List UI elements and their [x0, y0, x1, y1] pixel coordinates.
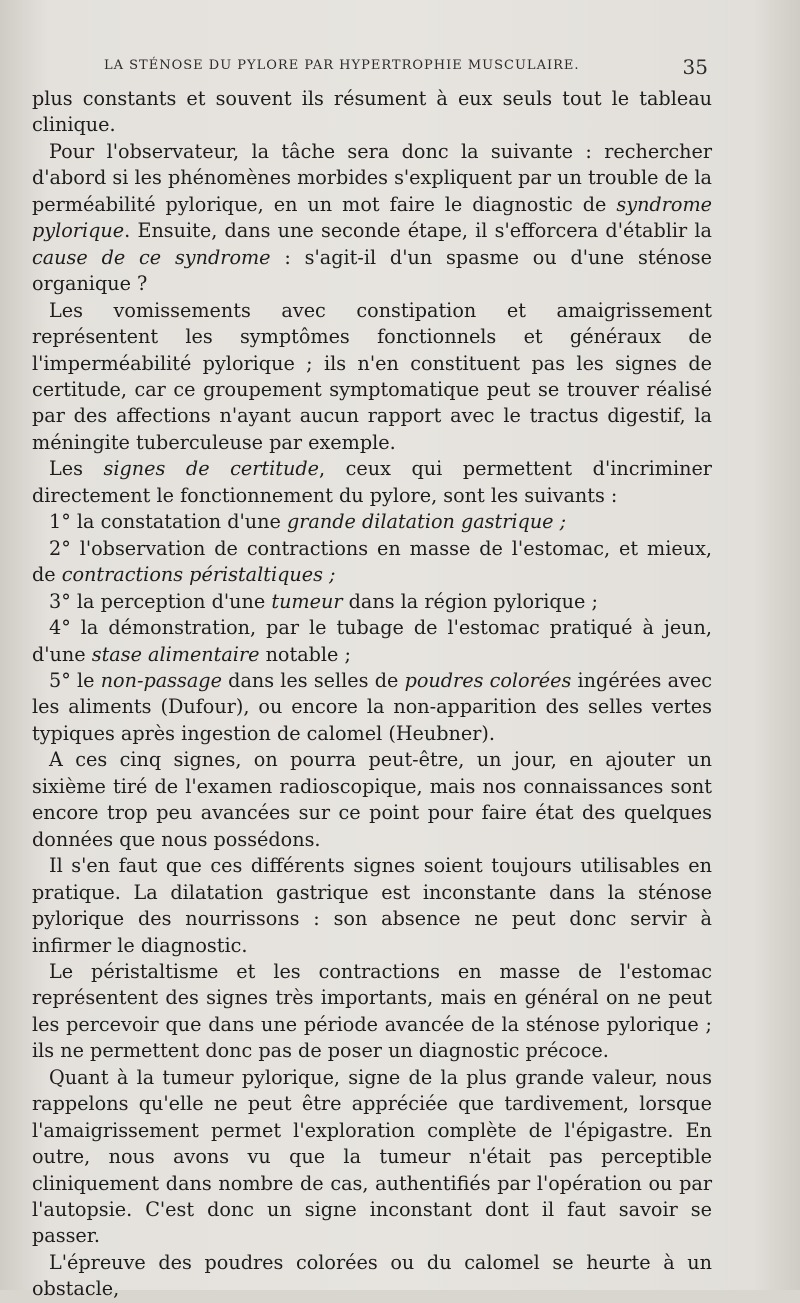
paragraph	[32, 1065, 712, 1250]
italic-text: contractions péristaltiques ;	[61, 563, 336, 587]
text-run: notable ;	[259, 642, 351, 666]
text-run: ingérées avec les aliments (Dufour), ou encore la non-apparition des selles vertes typiques après ingestion de calomel (Heubner).	[32, 668, 712, 745]
running-header	[104, 55, 708, 80]
paragraph	[32, 747, 712, 853]
italic-text: grande dilatation gastrique ;	[286, 510, 567, 534]
paragraph	[32, 509, 712, 535]
paragraph	[32, 86, 712, 139]
italic-text: non-passage	[100, 668, 222, 692]
text-run: L'épreuve des poudres colorées ou du calomel se heurte à un obstacle,	[32, 1250, 712, 1301]
text-run: , ceux qui permettent d'incriminer directement le fonctionnement du pylore, sont les suivants :	[32, 457, 712, 507]
text-run: dans la région pylorique ;	[342, 589, 598, 613]
text-run: Les vomissements avec constipation et amaigrissement représentent les symptômes fonctionnels et généraux de l'imperméabilité pylorique ; ils n'en constituent pas les signes de certitude, car ce groupement symptomatique peut se trouver réalisé par des affections n'ayant aucun rapport avec le tractus digestif, la méningite tuberculeuse par exemple.	[32, 298, 712, 454]
paragraph	[32, 853, 712, 959]
text-run: . Ensuite, dans une seconde étape, il s'efforcera d'établir la	[124, 219, 712, 243]
text-run: 4° la démonstration, par le tubage de l'estomac pratiqué à jeun, d'une	[32, 616, 712, 666]
italic-text: stase alimentaire	[91, 642, 260, 666]
paragraph	[32, 668, 712, 747]
paragraph	[32, 298, 712, 457]
paragraph	[32, 456, 712, 509]
paragraph	[32, 139, 712, 298]
text-run: Quant à la tumeur pylorique, signe de la plus grande valeur, nous rappelons qu'elle ne peut être appréciée que tardivement, lorsque l'amaigrissement permet l'exploration complète de l'épigastre. En outre, nous avons vu que la tumeur n'était pas perceptible cliniquement dans nombre de cas, authentifiés par l'opération ou par l'autopsie. C'est donc un signe inconstant dont il faut savoir se passer.	[32, 1065, 712, 1248]
paragraph	[32, 615, 712, 668]
paragraph	[32, 589, 712, 615]
paragraph	[32, 536, 712, 589]
italic-text: poudres colorées	[404, 668, 572, 692]
text-run: : s'agit-il d'un spasme ou d'une sténose organique ?	[32, 245, 712, 296]
text-run: Les	[49, 457, 104, 481]
text-run: Le péristaltisme et les contractions en masse de l'estomac représentent des signes très importants, mais en général on ne peut les percevoir que dans une période avancée de la sténose pylorique ; ils ne permettent donc pas de poser un diagnostic précoce.	[32, 959, 712, 1063]
text-run: 5° le	[49, 668, 101, 692]
italic-text: cause de ce syndrome	[32, 245, 271, 269]
paragraph	[32, 959, 712, 1065]
italic-text: signes de certitude	[103, 457, 319, 481]
text-run: 3° la perception d'une	[49, 589, 272, 613]
italic-text: tumeur	[271, 589, 343, 613]
body-text	[32, 86, 712, 1303]
italic-text: syndrome pylorique	[32, 192, 712, 243]
page-number: 35	[682, 55, 708, 79]
text-run: dans les selles de	[221, 668, 405, 692]
text-run: Il s'en faut que ces différents signes soient toujours utilisables en pratique. La dilatation gastrique est inconstante dans la sténose pylorique des nourrissons : son absence ne peut donc servir à infirmer le diagnostic.	[32, 854, 712, 957]
text-run: A ces cinq signes, on pourra peut-être, un jour, en ajouter un sixième tiré de l'examen radioscopique, mais nos connaissances sont encore trop peu avancées sur ce point pour faire état des quelques données que nous possédons.	[32, 748, 712, 851]
running-title: LA STÉNOSE DU PYLORE PAR HYPERTROPHIE MUSCULAIRE.	[104, 58, 580, 73]
paragraph	[32, 1250, 712, 1303]
text-run: Pour l'observateur, la tâche sera donc la suivante : rechercher d'abord si les phénomènes morbides s'expliquent par un trouble de la perméabilité pylorique, en un mot faire le diagnostic de	[32, 139, 712, 216]
text-run: plus constants et souvent ils résument à eux seuls tout le tableau clinique.	[32, 87, 712, 137]
text-run: 1° la constatation d'une	[49, 510, 287, 534]
text-run: 2° l'observation de contractions en masse de l'estomac, et mieux, de	[32, 536, 712, 587]
